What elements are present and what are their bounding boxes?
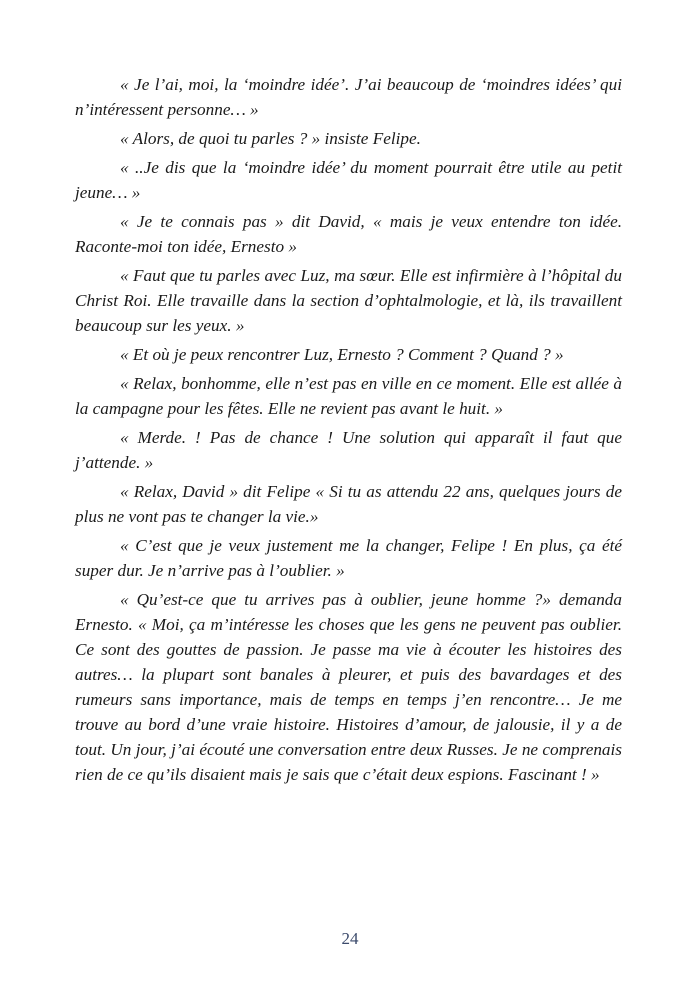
paragraph: « Qu’est-ce que tu arrives pas à oublier, jeune homme ?» demanda Ernesto. « Moi, ça m’intéresse les choses que les gens ne peuvent pas oublier. Ce sont des gouttes de passion. Je passe ma vie à écouter les histoires des autres… la plupart sont banales à pleurer, et puis des bavardages et des rumeurs sans importance, mais de temps en temps j’en rencontre… Je me trouve au bord d’une vraie histoire. Histoires d’amour, de jalousie, il y a de tout. Un jour, j’ai écouté une conversation entre deux Russes. Je ne comprenais rien de ce qu’ils disaient mais je sais que c’était deux espions. Fascinant ! » [75, 590, 622, 784]
paragraph: « Alors, de quoi tu parles ? » insiste Felipe. [120, 129, 421, 148]
paragraph: « C’est que je veux justement me la changer, Felipe ! En plus, ça été super dur. Je n’arrive pas à l’oublier. » [75, 536, 622, 580]
paragraph: « Faut que tu parles avec Luz, ma sœur. Elle est infirmière à l’hôpital du Christ Roi. Elle travaille dans la section d’ophtalmologie, et là, ils travaillent beaucoup sur les yeux. » [75, 266, 622, 335]
paragraph: « Je l’ai, moi, la ‘moindre idée’. J’ai beaucoup de ‘moindres idées’ qui n’intéressent personne… » [75, 75, 622, 119]
paragraph: « Et où je peux rencontrer Luz, Ernesto ? Comment ? Quand ? » [120, 345, 564, 364]
paragraph: « Merde. ! Pas de chance ! Une solution qui apparaît il faut que j’attende. » [75, 428, 622, 472]
page-body [75, 72, 622, 791]
page-number: 24 [341, 929, 359, 948]
paragraph: « ..Je dis que la ‘moindre idée’ du moment pourrait être utile au petit jeune… » [75, 158, 622, 202]
paragraph: « Je te connais pas » dit David, « mais je veux entendre ton idée. Raconte-moi ton idée, Ernesto » [75, 212, 622, 256]
paragraph: « Relax, David » dit Felipe « Si tu as attendu 22 ans, quelques jours de plus ne vont pas te changer la vie.» [75, 482, 622, 526]
paragraph: « Relax, bonhomme, elle n’est pas en ville en ce moment. Elle est allée à la campagne pour les fêtes. Elle ne revient pas avant le huit. » [75, 374, 622, 418]
